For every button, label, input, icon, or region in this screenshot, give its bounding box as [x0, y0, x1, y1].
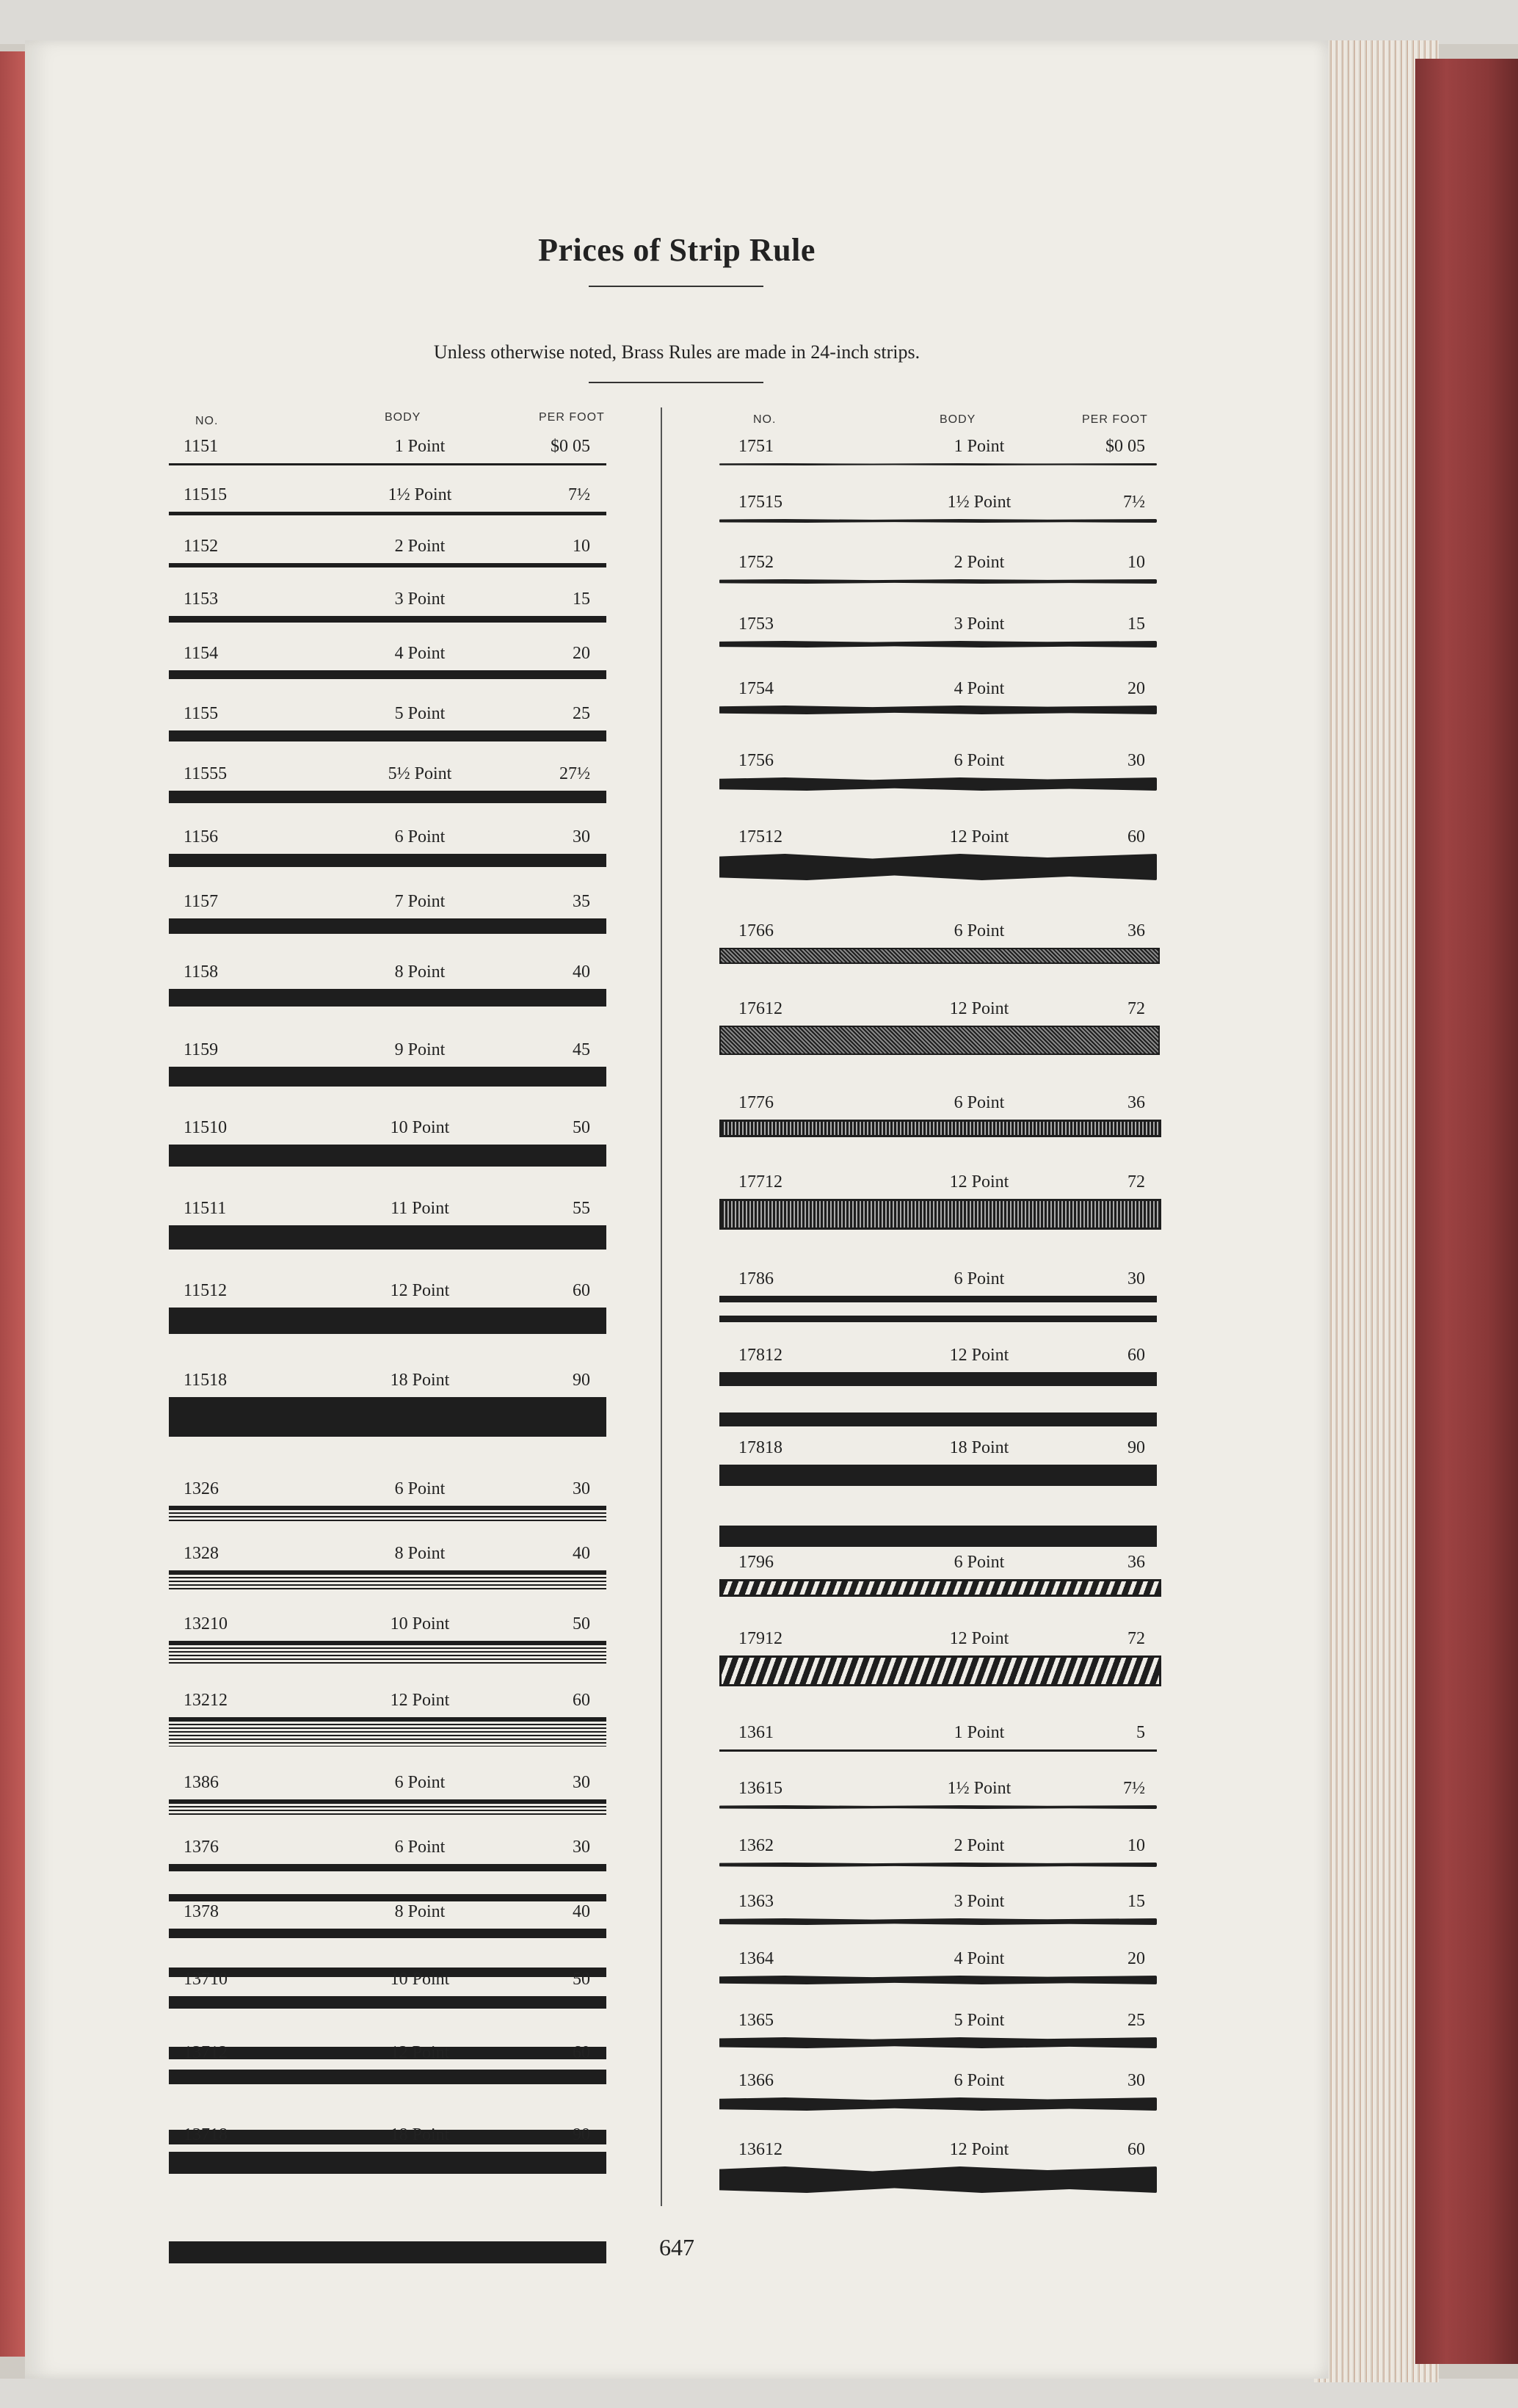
- left-header-no: NO.: [195, 415, 219, 427]
- rule-body: 6 Point: [954, 1093, 1005, 1112]
- rule-sample: [169, 989, 606, 1007]
- rule-body: 7 Point: [394, 892, 446, 911]
- rule-price: 30: [573, 1838, 590, 1857]
- rule-price: 7½: [1123, 1779, 1145, 1798]
- book-cover-left: [0, 51, 25, 2357]
- rule-price: $0 05: [551, 437, 590, 456]
- rule-body: 11 Point: [391, 1199, 449, 1218]
- rule-body: 2 Point: [954, 553, 1005, 572]
- rule-body: 3 Point: [394, 590, 446, 609]
- rule-price: 30: [573, 1773, 590, 1792]
- rule-sample: [169, 1308, 606, 1334]
- subtitle-rule: [589, 382, 763, 383]
- rule-body: 4 Point: [954, 1949, 1005, 1968]
- rule-price: 20: [573, 644, 590, 663]
- rule-body: 12 Point: [390, 2043, 450, 2062]
- rule-number: 1366: [738, 2071, 774, 2090]
- rule-body: 10 Point: [390, 1614, 450, 1633]
- rule-body: 12 Point: [949, 999, 1009, 1018]
- rule-sample: [169, 1864, 606, 1901]
- rule-price: 25: [1127, 2011, 1145, 2030]
- rule-body: 6 Point: [954, 1269, 1005, 1288]
- left-header-price: PER FOOT: [539, 411, 605, 424]
- rule-number: 17818: [738, 1438, 782, 1457]
- rule-number: 1776: [738, 1093, 774, 1112]
- rule-price: 60: [573, 1691, 590, 1710]
- rule-price: 10: [1127, 553, 1145, 572]
- rule-price: 50: [573, 1118, 590, 1137]
- rule-number: 1157: [184, 892, 219, 911]
- rule-number: 11515: [184, 485, 228, 504]
- rule-body: 4 Point: [394, 644, 446, 663]
- rule-price: 60: [573, 2043, 590, 2062]
- rule-price: 60: [1127, 2140, 1145, 2159]
- rule-body: 12 Point: [949, 827, 1009, 846]
- rule-number: 17912: [738, 1629, 782, 1648]
- rule-price: 30: [1127, 2071, 1145, 2090]
- rule-body: 8 Point: [394, 1902, 446, 1921]
- rule-number: 1756: [738, 751, 774, 770]
- rule-number: 1752: [738, 553, 774, 572]
- rule-price: $0 05: [1105, 437, 1145, 456]
- rule-body: 6 Point: [954, 751, 1005, 770]
- rule-body: 10 Point: [390, 1970, 450, 1989]
- rule-body: 1½ Point: [388, 485, 452, 504]
- rule-sample: [719, 1656, 1161, 1686]
- rule-price: 10: [1127, 1836, 1145, 1855]
- rule-sample: [169, 1799, 606, 1816]
- rule-sample: [719, 463, 1157, 465]
- rule-body: 8 Point: [394, 962, 446, 982]
- rule-number: 1153: [184, 590, 219, 609]
- rule-sample: [719, 1026, 1160, 1055]
- rule-number: 1362: [738, 1836, 774, 1855]
- rule-number: 11512: [184, 1281, 228, 1300]
- rule-body: 1½ Point: [947, 1779, 1012, 1798]
- rule-sample: [169, 1225, 606, 1250]
- rule-number: 1151: [184, 437, 219, 456]
- rule-body: 12 Point: [949, 1172, 1009, 1192]
- rule-body: 18 Point: [390, 2125, 450, 2144]
- rule-price: 20: [1127, 679, 1145, 698]
- rule-number: 17612: [738, 999, 782, 1018]
- right-header-price: PER FOOT: [1082, 413, 1148, 426]
- rule-price: 15: [573, 590, 590, 609]
- rule-number: 1361: [738, 1723, 774, 1742]
- rule-sample: [169, 791, 606, 803]
- rule-number: 13212: [184, 1691, 228, 1710]
- rule-price: 30: [573, 827, 590, 846]
- rule-number: 1152: [184, 537, 219, 556]
- rule-number: 1156: [184, 827, 219, 846]
- rule-sample: [169, 616, 606, 623]
- rule-number: 1766: [738, 921, 774, 940]
- rule-body: 6 Point: [394, 1838, 446, 1857]
- rule-body: 1 Point: [394, 437, 446, 456]
- rule-sample: [719, 1199, 1161, 1230]
- rule-body: 12 Point: [949, 2140, 1009, 2159]
- rule-body: 12 Point: [949, 1629, 1009, 1648]
- rule-sample: [169, 512, 606, 515]
- rule-sample: [169, 1641, 606, 1666]
- rule-number: 11511: [184, 1199, 227, 1218]
- rule-sample: [719, 2097, 1157, 2111]
- rule-body: 12 Point: [949, 1346, 1009, 1365]
- rule-sample: [719, 777, 1157, 791]
- rule-price: 7½: [568, 485, 590, 504]
- book-page: [25, 40, 1329, 2379]
- rule-price: 40: [573, 962, 590, 982]
- rule-number: 11510: [184, 1118, 228, 1137]
- rule-price: 20: [1127, 1949, 1145, 1968]
- rule-number: 1386: [184, 1773, 219, 1792]
- rule-number: 1158: [184, 962, 219, 982]
- rule-body: 5 Point: [954, 2011, 1005, 2030]
- title-rule: [589, 286, 763, 287]
- rule-price: 15: [1127, 1892, 1145, 1911]
- rule-sample: [719, 1976, 1157, 1984]
- rule-number: 13612: [738, 2140, 782, 2159]
- rule-number: 1376: [184, 1838, 219, 1857]
- rule-body: 2 Point: [954, 1836, 1005, 1855]
- rule-sample: [719, 1120, 1161, 1137]
- rule-number: 1159: [184, 1040, 219, 1059]
- rule-body: 4 Point: [954, 679, 1005, 698]
- rule-price: 60: [573, 1281, 590, 1300]
- rule-number: 1751: [738, 437, 774, 456]
- rule-price: 30: [573, 1479, 590, 1498]
- rule-number: 17712: [738, 1172, 782, 1192]
- rule-number: 1326: [184, 1479, 219, 1498]
- rule-sample: [719, 1296, 1157, 1322]
- rule-sample: [169, 1145, 606, 1167]
- rule-sample: [719, 1372, 1157, 1426]
- rule-number: 1378: [184, 1902, 219, 1921]
- rule-number: 1796: [738, 1553, 774, 1572]
- rule-body: 6 Point: [954, 921, 1005, 940]
- right-header-no: NO.: [753, 413, 777, 426]
- rule-body: 18 Point: [949, 1438, 1009, 1457]
- rule-price: 25: [573, 704, 590, 723]
- rule-sample: [719, 1805, 1157, 1809]
- rule-price: 30: [1127, 1269, 1145, 1288]
- rule-number: 1154: [184, 644, 219, 663]
- rule-body: 3 Point: [954, 614, 1005, 634]
- rule-number: 13710: [184, 1970, 228, 1989]
- rule-price: 72: [1127, 999, 1145, 1018]
- rule-price: 36: [1127, 921, 1145, 940]
- rule-price: 10: [573, 537, 590, 556]
- rule-sample: [719, 579, 1157, 584]
- book-cover-right: [1415, 59, 1518, 2364]
- rule-sample: [169, 1717, 606, 1747]
- page-title: Prices of Strip Rule: [538, 232, 816, 268]
- rule-number: 17515: [738, 493, 782, 512]
- left-header-body: BODY: [385, 411, 421, 424]
- rule-sample: [169, 1397, 606, 1437]
- rule-price: 36: [1127, 1553, 1145, 1572]
- rule-body: 6 Point: [394, 1773, 446, 1792]
- rule-body: 12 Point: [390, 1281, 450, 1300]
- rule-body: 1½ Point: [947, 493, 1012, 512]
- rule-sample: [169, 1570, 606, 1591]
- rule-number: 1363: [738, 1892, 774, 1911]
- rule-sample: [719, 2037, 1157, 2048]
- rule-price: 90: [573, 2125, 590, 2144]
- rule-price: 72: [1127, 1172, 1145, 1192]
- rule-sample: [169, 1506, 606, 1522]
- rule-body: 1 Point: [954, 437, 1005, 456]
- column-divider: [661, 407, 662, 2206]
- rule-number: 1365: [738, 2011, 774, 2030]
- rule-body: 9 Point: [394, 1040, 446, 1059]
- rule-sample: [719, 948, 1160, 964]
- rule-sample: [169, 1067, 606, 1087]
- rule-sample: [719, 1863, 1157, 1867]
- rule-number: 17512: [738, 827, 782, 846]
- rule-body: 5½ Point: [388, 764, 452, 783]
- rule-price: 35: [573, 892, 590, 911]
- rule-price: 15: [1127, 614, 1145, 634]
- rule-sample: [719, 706, 1157, 714]
- rule-body: 1 Point: [954, 1723, 1005, 1742]
- rule-sample: [719, 1749, 1157, 1752]
- rule-price: 40: [573, 1902, 590, 1921]
- rule-sample: [719, 854, 1157, 880]
- rule-price: 27½: [559, 764, 590, 783]
- rule-number: 11518: [184, 1371, 228, 1390]
- rule-price: 45: [573, 1040, 590, 1059]
- rule-price: 90: [573, 1371, 590, 1390]
- rule-body: 18 Point: [390, 1371, 450, 1390]
- rule-body: 10 Point: [390, 1118, 450, 1137]
- rule-body: 2 Point: [394, 537, 446, 556]
- page-number: 647: [659, 2234, 694, 2260]
- rule-number: 13210: [184, 1614, 228, 1633]
- rule-price: 60: [1127, 827, 1145, 846]
- rule-number: 13712: [184, 2043, 228, 2062]
- rule-sample: [719, 1579, 1161, 1597]
- rule-number: 1364: [738, 1949, 774, 1968]
- rule-sample: [719, 1918, 1157, 1925]
- rule-number: 1155: [184, 704, 219, 723]
- rule-number: 13615: [738, 1779, 782, 1798]
- rule-sample: [719, 641, 1157, 648]
- rule-number: 1753: [738, 614, 774, 634]
- rule-body: 6 Point: [394, 1479, 446, 1498]
- rule-sample: [169, 563, 606, 567]
- rule-sample: [169, 918, 606, 934]
- rule-price: 36: [1127, 1093, 1145, 1112]
- rule-sample: [719, 519, 1157, 523]
- page-subtitle: Unless otherwise noted, Brass Rules are made in 24-inch strips.: [433, 341, 920, 363]
- rule-number: 13718: [184, 2125, 228, 2144]
- rule-number: 17812: [738, 1346, 782, 1365]
- rule-number: 1754: [738, 679, 774, 698]
- rule-price: 30: [1127, 751, 1145, 770]
- rule-price: 72: [1127, 1629, 1145, 1648]
- rule-price: 50: [573, 1614, 590, 1633]
- rule-price: 50: [573, 1970, 590, 1989]
- rule-price: 40: [573, 1544, 590, 1563]
- rule-sample: [169, 854, 606, 867]
- rule-body: 6 Point: [954, 2071, 1005, 2090]
- rule-body: 6 Point: [954, 1553, 1005, 1572]
- rule-sample: [719, 2166, 1157, 2193]
- rule-sample: [719, 1465, 1157, 1547]
- rule-number: 1328: [184, 1544, 219, 1563]
- rule-body: 8 Point: [394, 1544, 446, 1563]
- rule-price: 5: [1136, 1723, 1145, 1742]
- rule-price: 90: [1127, 1438, 1145, 1457]
- rule-sample: [169, 670, 606, 679]
- rule-body: 5 Point: [394, 704, 446, 723]
- rule-number: 11555: [184, 764, 228, 783]
- rule-price: 55: [573, 1199, 590, 1218]
- rule-body: 12 Point: [390, 1691, 450, 1710]
- rule-sample: [169, 463, 606, 465]
- rule-sample: [169, 730, 606, 741]
- right-header-body: BODY: [940, 413, 976, 426]
- rule-price: 60: [1127, 1346, 1145, 1365]
- rule-body: 3 Point: [954, 1892, 1005, 1911]
- rule-price: 7½: [1123, 493, 1145, 512]
- rule-body: 6 Point: [394, 827, 446, 846]
- rule-number: 1786: [738, 1269, 774, 1288]
